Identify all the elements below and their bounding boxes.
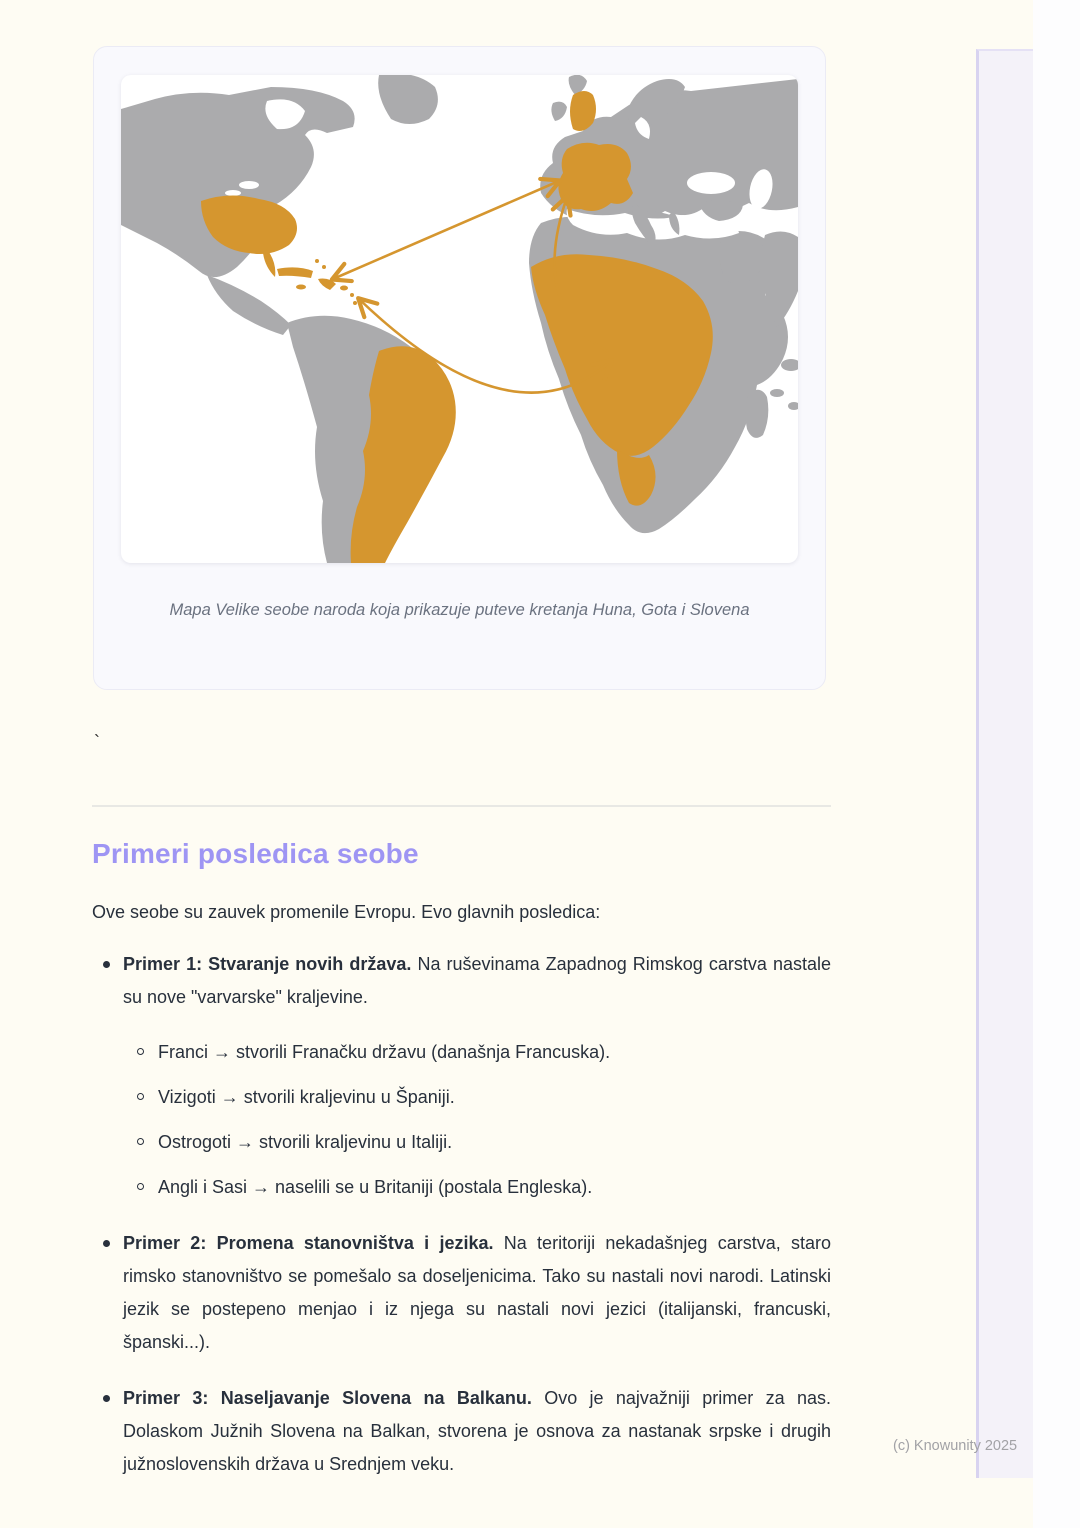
- list-item-primer-2: [92, 1227, 831, 1359]
- sub-list-item-angli-sasi: Angli i Sasi → naselili se u Britaniji (postala Engleska).: [137, 1171, 831, 1204]
- section-heading: Primeri posledica seobe: [92, 838, 419, 869]
- region-hispaniola: [318, 279, 336, 290]
- stray-backtick: `: [94, 732, 100, 752]
- scrollbar-track[interactable]: [976, 49, 1033, 1478]
- sub-list: [137, 1036, 831, 1204]
- figure-caption: Mapa Velike seobe naroda koja prikazuje puteve kretanja Huna, Gota i Slovena: [169, 601, 750, 619]
- list-item-primer-3: [92, 1382, 831, 1481]
- region-florida: [263, 249, 275, 277]
- watermark: (c) Knowunity 2025: [893, 1438, 1018, 1454]
- region-france-iberia: [558, 143, 633, 211]
- region-cuba: [277, 267, 313, 278]
- region-jamaica: [296, 285, 306, 290]
- list-item-text: Na ruševinama Zapadnog Rimskog carstva nastale su nove "varvarske" kraljevine.: [123, 954, 831, 1007]
- list-item-primer-1: [92, 948, 831, 1204]
- figure-card: [93, 46, 826, 690]
- map-svg: [121, 75, 798, 563]
- region-puerto-rico: [340, 286, 348, 291]
- list-item-lead: Primer 1: Stvaranje novih država.: [123, 954, 412, 974]
- section-divider: [92, 805, 831, 807]
- list-item-text: Ovo je najvažniji primer za nas. Dolaskom Južnih Slovena na Balkan, stvorena je osnova za nastanak srpske i drugih južnoslovenskih država u Srednjem veku.: [123, 1388, 831, 1474]
- list-item-lead: Primer 3: Naseljavanje Slovena na Balkanu.: [123, 1388, 532, 1408]
- right-gutter: [1033, 0, 1080, 1528]
- sub-list-item-ostrogoti: Ostrogoti → stvorili kraljevinu u Italiji.: [137, 1126, 831, 1159]
- list-item-text: Na teritoriji nekadašnjeg carstva, staro rimsko stanovništvo se pomešalo sa doseljenicima. Tako su nastali novi narodi. Latinski jezik se postepeno menjao i iz njega su nastali novi jezici (italijanski, francuski, španski...).: [123, 1233, 831, 1352]
- sub-list-item-franci: Franci → stvorili Franačku državu (današnja Francuska).: [137, 1036, 831, 1069]
- consequences-list: [92, 948, 831, 1504]
- sub-list-item-vizigoti: Vizigoti → stvorili kraljevinu u Španiji.: [137, 1081, 831, 1114]
- section-intro: Ove seobe su zauvek promenile Evropu. Evo glavnih posledica:: [92, 902, 601, 922]
- world-migration-map: [121, 75, 798, 563]
- list-item-lead: Primer 2: Promena stanovništva i jezika.: [123, 1233, 494, 1253]
- route-caribbean-europe: [333, 181, 559, 279]
